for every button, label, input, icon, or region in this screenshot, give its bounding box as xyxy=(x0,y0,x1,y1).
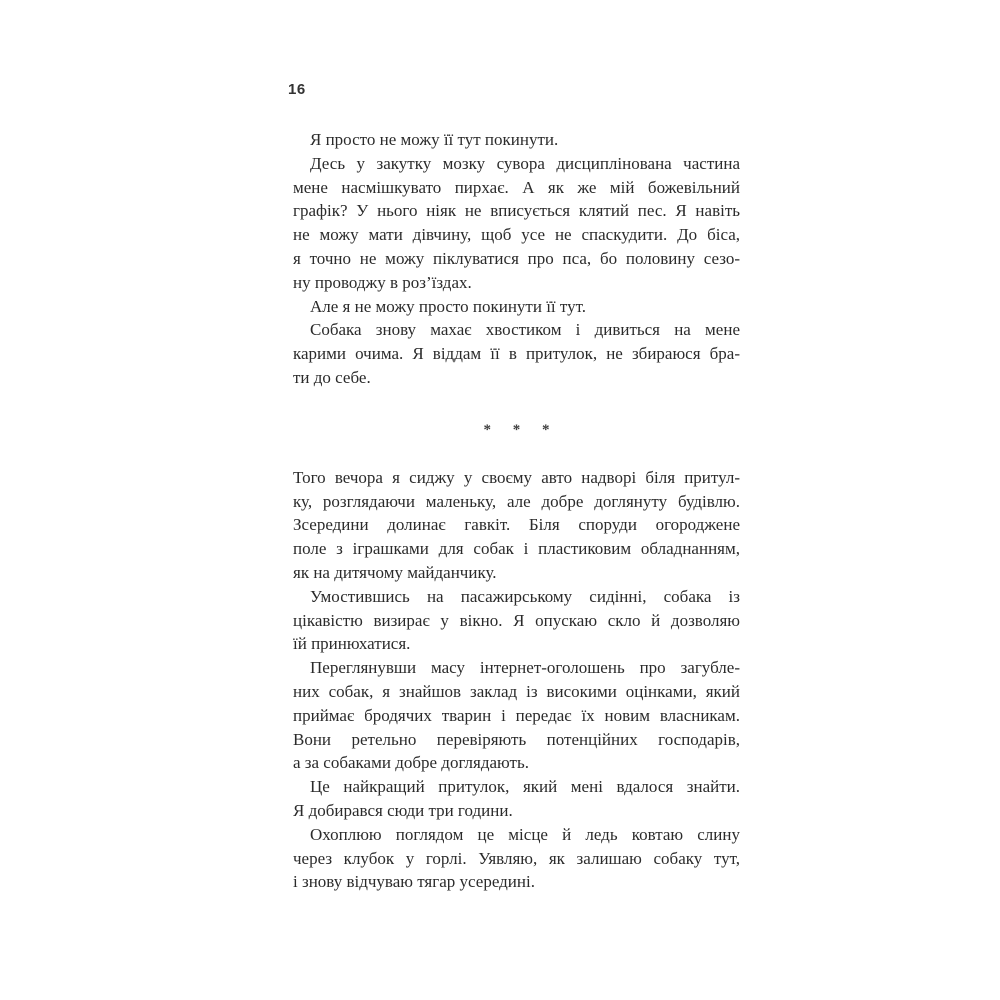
text-line: їй принюхатися. xyxy=(293,634,411,654)
text-column xyxy=(293,128,740,894)
text-line: Я добирався сюди три години. xyxy=(293,800,513,820)
text-line: і знову відчуваю тягар усередині. xyxy=(293,872,535,892)
text-line: карими очима. Я віддам її в притулок, не збираюся бра- xyxy=(293,344,740,364)
paragraph xyxy=(293,318,740,389)
paragraph xyxy=(293,656,740,775)
paragraph xyxy=(293,823,740,894)
text-line: графік? У нього ніяк не вписується клятий пес. Я навіть xyxy=(293,201,740,221)
paragraph xyxy=(293,152,740,295)
text-line: Але я не можу просто покинути її тут. xyxy=(310,296,587,316)
text-line: Десь у закутку мозку сувора дисциплінована частина xyxy=(310,153,740,173)
paragraph xyxy=(293,128,740,152)
text-line: Собака знову махає хвостиком і дивиться на мене xyxy=(310,320,740,340)
paragraph xyxy=(293,466,740,585)
text-line: а за собаками добре доглядають. xyxy=(293,753,529,773)
paragraph xyxy=(293,295,740,319)
text-line: ти до себе. xyxy=(293,367,371,387)
text-section-after-break xyxy=(293,466,740,894)
scene-break-asterisks: * * * xyxy=(483,421,559,438)
text-line: я точно не можу піклуватися про пса, бо половину сезо- xyxy=(293,248,740,268)
text-line: приймає бродячих тварин і передає їх новим власникам. xyxy=(293,705,740,725)
text-line: Умостившись на пасажирському сидінні, собака із xyxy=(310,586,740,606)
page-number: 16 xyxy=(288,81,306,98)
text-line: не можу мати дівчину, щоб усе не спаскудити. До біса, xyxy=(293,225,740,245)
text-line: ку, розглядаючи маленьку, але добре доглянуту будівлю. xyxy=(293,491,740,511)
text-line: як на дитячому майданчику. xyxy=(293,562,497,582)
text-line: Вони ретельно перевіряють потенційних господарів, xyxy=(293,729,740,749)
text-line: Зсередини долинає гавкіт. Біля споруди огороджене xyxy=(293,515,740,535)
text-line: мене насмішкувато пирхає. А як же мій божевільний xyxy=(293,177,740,197)
paragraph xyxy=(293,775,740,823)
text-line: цікавістю визирає у вікно. Я опускаю скло й дозволяю xyxy=(293,610,740,630)
text-line: Того вечора я сиджу у своєму авто надворі біля притул- xyxy=(293,467,740,487)
text-line: Це найкращий притулок, який мені вдалося знайти. xyxy=(310,777,740,797)
text-line: них собак, я знайшов заклад із високими оцінками, який xyxy=(293,681,740,701)
text-line: ну проводжу в роз’їздах. xyxy=(293,272,472,292)
text-line: Переглянувши масу інтернет-оголошень про загубле- xyxy=(310,658,740,678)
text-line: Я просто не можу її тут покинути. xyxy=(310,130,559,149)
text-line: поле з іграшками для собак і пластиковим обладнанням, xyxy=(293,539,740,559)
paragraph xyxy=(293,585,740,656)
text-line: Охоплюю поглядом це місце й ледь ковтаю слину xyxy=(310,824,740,844)
text-line: через клубок у горлі. Уявляю, як залишаю собаку тут, xyxy=(293,848,740,868)
text-section-before-break xyxy=(293,128,740,390)
